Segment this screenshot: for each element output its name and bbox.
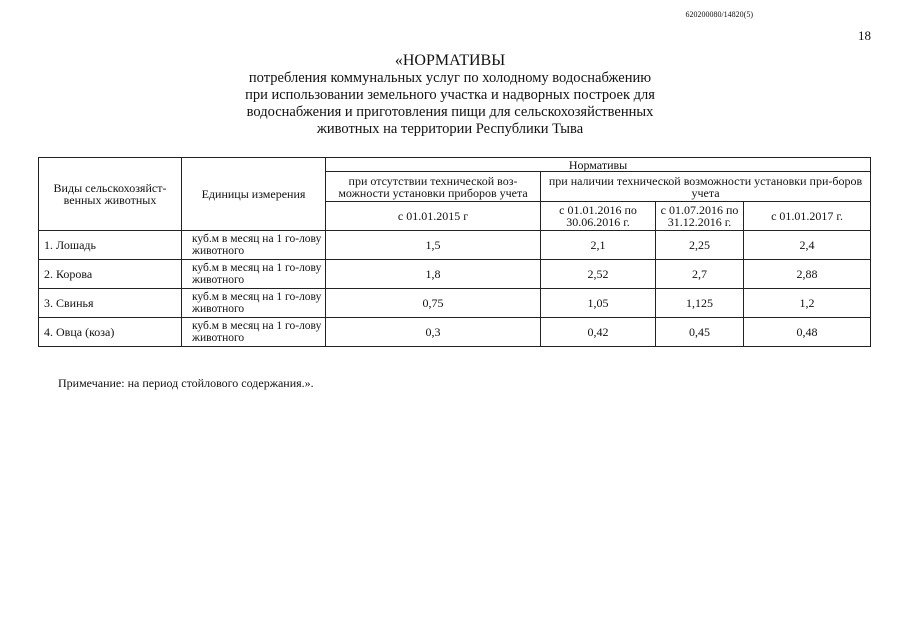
norms-table	[38, 157, 871, 347]
value-cell: 0,48	[744, 318, 871, 347]
table-row	[39, 260, 871, 289]
value-cell: 0,42	[541, 318, 656, 347]
value-cell: 2,88	[744, 260, 871, 289]
document-code: 620200080/14820(5)	[685, 10, 753, 19]
title-line: животных на территории Республики Тыва	[316, 121, 584, 137]
value-cell: 1,5	[326, 231, 541, 260]
value-cell: 1,8	[326, 260, 541, 289]
value-cell: 0,45	[656, 318, 744, 347]
footnote: Примечание: на период стойлового содержания.».	[58, 376, 314, 390]
table-row	[39, 289, 871, 318]
header-without-meters: при отсутствии технической воз-можности установки приборов учета	[326, 172, 541, 202]
value-cell: 0,75	[326, 289, 541, 318]
value-cell: 2,1	[541, 231, 656, 260]
value-cell: 2,52	[541, 260, 656, 289]
title-line: потребления коммунальных услуг по холодному водоснабжению	[248, 70, 652, 86]
animal-cell: 4. Овца (коза)	[39, 318, 182, 347]
value-cell: 2,4	[744, 231, 871, 260]
animal-cell: 1. Лошадь	[39, 231, 182, 260]
animal-cell: 2. Корова	[39, 260, 182, 289]
header-with-meters: при наличии технической возможности установки при-боров учета	[541, 172, 871, 202]
header-unit: Единицы измерения	[182, 158, 326, 231]
title-line: при использовании земельного участка и надворных построек для	[245, 87, 655, 103]
value-cell: 2,7	[656, 260, 744, 289]
animal-cell: 3. Свинья	[39, 289, 182, 318]
document-title	[200, 52, 700, 138]
header-period: с 01.01.2017 г.	[744, 202, 871, 231]
table-row	[39, 318, 871, 347]
header-animal-type: Виды сельскохозяйст-венных животных	[39, 158, 182, 231]
value-cell: 1,125	[656, 289, 744, 318]
page-number: 18	[858, 28, 871, 43]
header-norms: Нормативы	[326, 158, 871, 172]
value-cell: 1,2	[744, 289, 871, 318]
header-period: с 01.07.2016 по 31.12.2016 г.	[656, 202, 744, 231]
header-period: с 01.01.2016 по 30.06.2016 г.	[541, 202, 656, 231]
header-period: с 01.01.2015 г	[326, 202, 541, 231]
table-row	[39, 231, 871, 260]
title-line: водоснабжения и приготовления пищи для сельскохозяйственных	[246, 104, 654, 120]
unit-cell: куб.м в месяц на 1 го-лову животного	[182, 260, 326, 289]
unit-cell: куб.м в месяц на 1 го-лову животного	[182, 231, 326, 260]
table-header-row	[39, 158, 871, 172]
value-cell: 0,3	[326, 318, 541, 347]
value-cell: 2,25	[656, 231, 744, 260]
value-cell: 1,05	[541, 289, 656, 318]
title-main: «НОРМАТИВЫ	[394, 52, 506, 69]
unit-cell: куб.м в месяц на 1 го-лову животного	[182, 289, 326, 318]
unit-cell: куб.м в месяц на 1 го-лову животного	[182, 318, 326, 347]
